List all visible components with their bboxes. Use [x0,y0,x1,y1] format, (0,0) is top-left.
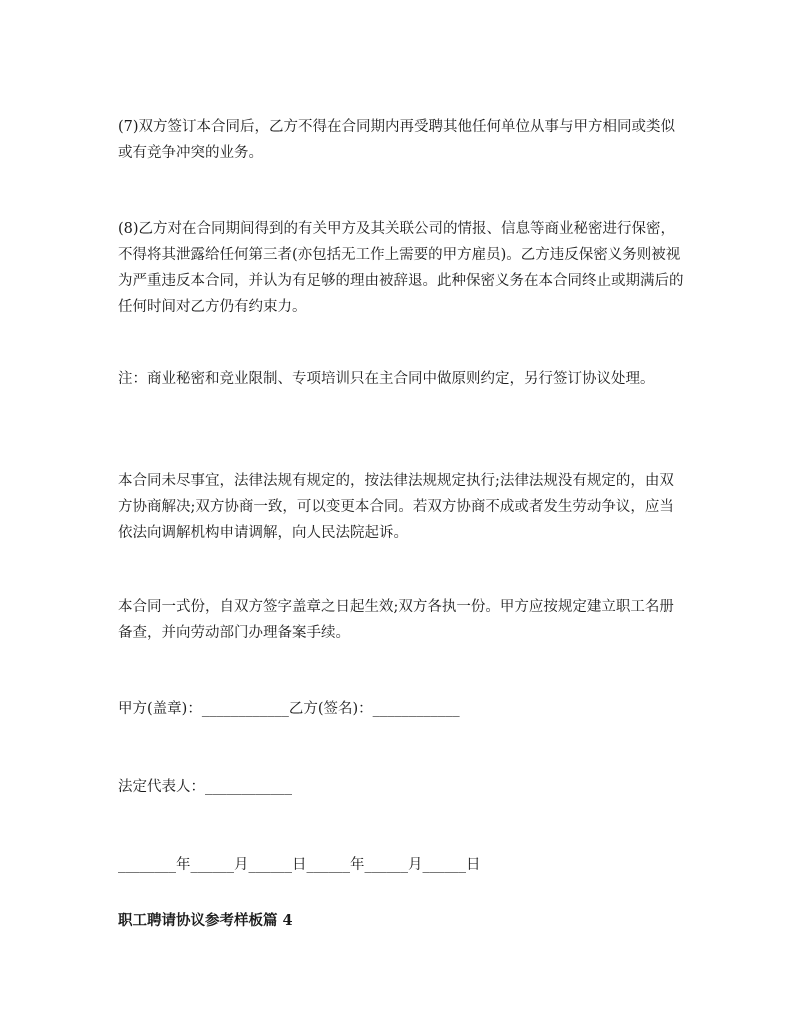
representative-line: 法定代表人：____________ [118,779,292,795]
signature-line: 甲方(盖章)：____________乙方(签名)：____________ [118,701,460,717]
note-paragraph: 注：商业秘密和竞业限制、专项培训只在主合同中做原则约定，另行签订协议处理。 [118,371,655,387]
copies-paragraph: 本合同一式份，自双方签字盖章之日起生效;双方各执一份。甲方应按规定建立职工名册备查，并向劳动部门办理备案手续。 [118,599,674,641]
unresolved-matters-paragraph: 本合同未尽事宜，法律法规有规定的，按法律法规规定执行;法律法规没有规定的，由双方协商解决;双方协商一致，可以变更本合同。若双方协商不成或者发生劳动争议，应当依法向调解机构申请调解，向人民法院起诉。 [118,473,674,541]
date-line: ________年______月______日______年______月______日 [118,857,481,873]
clause-8: (8)乙方对在合同期间得到的有关甲方及其关联公司的情报、信息等商业秘密进行保密，不得将其泄露给任何第三者(亦包括无工作上需要的甲方雇员)。乙方违反保密义务则被视为严重违反本合同，并认为有足够的理由被辞退。此种保密义务在本合同终止或期满后的任何时间对乙方仍有约束力。 [118,221,684,315]
section-heading: 职工聘请协议参考样板篇 4 [118,912,293,929]
clause-7: (7)双方签订本合同后，乙方不得在合同期内再受聘其他任何单位从事与甲方相同或类似或有竞争冲突的业务。 [118,119,676,161]
